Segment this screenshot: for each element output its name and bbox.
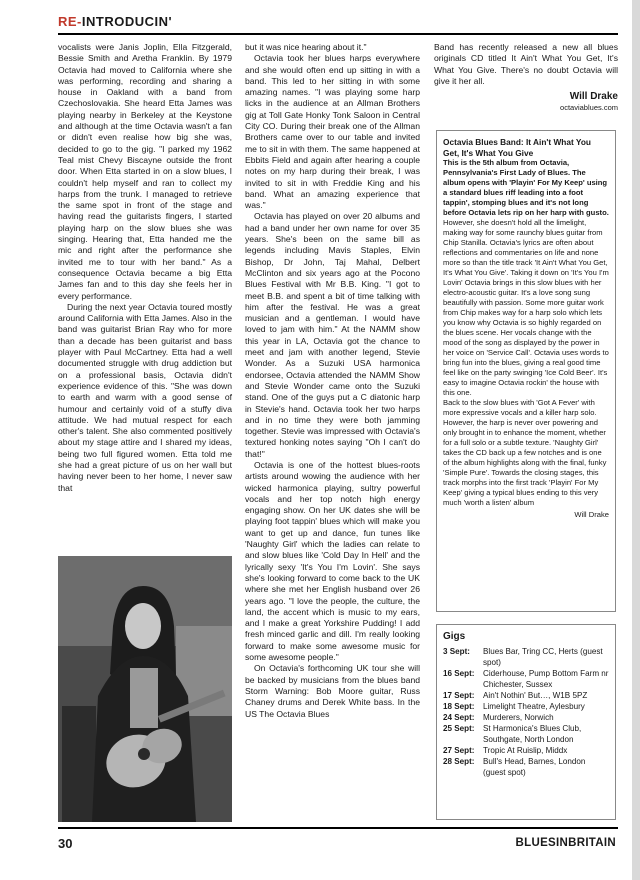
gig-date: 27 Sept: xyxy=(443,746,475,755)
gig-date: 16 Sept: xyxy=(443,669,475,678)
gig-venue: Ciderhouse, Pump Bottom Farm nr Chichester, Sussex xyxy=(483,669,609,689)
gig-venue: Ain't Nothin' But…, W1B 5PZ xyxy=(483,691,588,700)
gig-date: 17 Sept: xyxy=(443,691,475,700)
article-column-3 xyxy=(434,42,618,114)
article-column-1 xyxy=(58,42,232,494)
paragraph: During the next year Octavia toured mostly around California with Etta James. Also in the band was guitarist Brian Ray who for more than a decade has been guitarist and bass player with Paul McCartney. Etta had a well documented struggle with drug addiction but on a professional basis, Octavia didn't experience evidence of this. "She was down to earth and warm with a good sense of humour and certainly void of a stuffy diva attitude. We had mutual respect for each other's talent. She also commented positively about my stage attire and I shared my ideas, being two full figured women. Etta told me she had a great picture of us on her wall but having never been to her home, I never saw that xyxy=(58,301,232,493)
paragraph: On Octavia's forthcoming UK tour she will be backed by musicians from the blues band Storm Warning: Bob Moore guitar, Russ Chaney drums and Derek White bass. In the US The Octavia Blues xyxy=(245,663,420,719)
gig-date: 18 Sept: xyxy=(443,702,475,711)
author-signature: Will Drake xyxy=(569,91,618,103)
bottom-rule xyxy=(58,827,618,829)
page-number: 30 xyxy=(58,836,73,851)
paragraph: Band has recently released a new all blues originals CD titled It Ain't What You Get, It's What You Give. There's no doubt Octavia will give it her all. xyxy=(434,42,618,86)
review-paragraph: However, she doesn't hold all the limelight, making way for some raunchy blues guitar from Chip Stanilla. Octavia's lyrics are often about reflections and commentaries on life and none more so than the title track 'It Ain't What You Get, It's What You Give'. Taking it down on 'It's You I'm Lovin' Octavia brings in this slow blues with her electro-acoustic guitar. It's a love song sung beautifully with passion. Some more guitar work from Chip makes way for a harp solo which lets you know why Octavia is so highly regarded on the blues scene. Her vocals change with the mood of the song as displayed by the power in her voice on 'Service Call'. Octavia uses words to bring fun into the blues, giving a real good time feel like on the party swinging 'Ice Cold Beer'. It's easy to imagine Octavia rockin' the house with this one. xyxy=(443,218,609,397)
album-review-box xyxy=(436,130,616,612)
gig-date: 24 Sept: xyxy=(443,713,475,722)
gig-date: 25 Sept: xyxy=(443,724,475,733)
gig-venue: Blues Bar, Tring CC, Herts (guest spot) xyxy=(483,647,603,667)
review-author: Will Drake xyxy=(574,510,609,519)
gig-date: 28 Sept: xyxy=(443,757,475,766)
top-rule xyxy=(58,33,618,35)
gig-item xyxy=(443,756,609,778)
gig-venue: Limelight Theatre, Aylesbury xyxy=(483,702,585,711)
article-column-2 xyxy=(245,42,420,720)
gigs-title: Gigs xyxy=(443,631,466,642)
gig-date: 3 Sept: xyxy=(443,647,470,656)
page-spine xyxy=(632,0,640,880)
website-link[interactable]: octaviablues.com xyxy=(560,103,618,113)
magazine-masthead: BLUESINBRITAIN xyxy=(515,837,616,849)
review-paragraph: Back to the slow blues with 'Got A Fever' with more expressive vocals and a killer harp solo. However, the harp is never over powering and only brought in to enhance the moment, whether for a full solo or a subtle texture. 'Naughty Girl' takes the CD back up a few notches and is one of the album highlights along with the final, funky 'Simple Pure'. Towards the closing stages, this track morphs into the first track 'Playin' For My Keep' giving a typical blues ending to this very much 'worth a listen' album xyxy=(443,398,607,507)
gig-item xyxy=(443,723,609,745)
gig-item xyxy=(443,745,609,756)
paragraph: Octavia took her blues harps everywhere and she would often end up sitting in with a band. This led to her sitting in with some amazing names. "I was playing some harp licks in the audience at an Allman Brothers gig at Toll Gate Honky Tonk Saloon in Central City CO. During their break one of the Allman Brothers came over to our table and invited me to sit in with them. The same happened at Ebbits Field and again after hearing a couple notes on my harp during their break, I was invited to sit in with Freddie King and his band. What an amazing experience that was." xyxy=(245,53,420,211)
review-lead: This is the 5th album from Octavia, Pennsylvania's First Lady of Blues. The album opens with 'Playin' For My Keep' using a standard blues riff leading into a foot tappin', stomping blues and it's not long before Octavia lets rip on her harp with gusto. xyxy=(443,158,609,217)
gig-item xyxy=(443,712,609,723)
section-label xyxy=(58,14,172,29)
paragraph: vocalists were Janis Joplin, Ella Fitzgerald, Bessie Smith and Aretha Franklin. By 1979 Octavia had moved to California where she was performing, recording and sharing a house in Oakland with a band from Czechoslovakia. She heard Etta James was playing nearby in Berkeley at the Keystone and although at the time Octavia wasn't a fan or didn't even realise how big she was, decided to go to the gig. "I parked my 1962 Teal mist Chevy Biscayne outside the front door. When Etta started in on a slow blues, I couldn't help myself and ran to collect my harps from the trunk. I managed to retrieve the same spot in front of the stage and having read the guitarists fingers, I started playing harp on the slow blues she was singing. Hearing that, Etta handed me the mic and right after the performance she invited me to tour with her band." As a consequence Octavia became a big Etta James fan and to this day she feels her in every performance. xyxy=(58,42,232,301)
gig-item xyxy=(443,701,609,712)
gig-item xyxy=(443,646,609,668)
paragraph: Octavia is one of the hottest blues-roots artists around wowing the audience with her wicked harmonica playing, sultry powerful vocals and her top notch high energy engaging show. On her UK dates she will be playing foot tappin' blues which will make you want to get up and dance, fun tunes like 'Naughty Girl' which the ladies can relate to and slow blues like 'Cold Day In Hell' and the lyrically sexy 'It's You I'm Lovin'. She says she's looking forward to come back to the UK where she met her English husband over 26 years ago. "I love the people, the culture, the land, the accent which is music to my ears, and I make a great Yorkshire Pudding! I add fresh minced garlic and dill. I'm really looking forward to make some awesome music for some awesome people." xyxy=(245,459,420,663)
gig-venue: St Harmonica's Blues Club, Southgate, North London xyxy=(483,724,582,744)
gigs-box xyxy=(436,624,616,820)
section-title: INTRODUCIN' xyxy=(81,14,173,29)
review-title: Octavia Blues Band: It Ain't What You Get, It's What You Give xyxy=(443,137,591,158)
paragraph: Octavia has played on over 20 albums and had a band under her own name for over 35 years. She's been on the same bill as legends including Mavis Staples, Elvin Bishop, Dr John, Taj Mahal, Delbert McClinton and six years ago at the Pocono Blues Festival with Mr B.B. King. "I got to meet B.B. and spent a bit of time talking with him after the festival. He was a great musician and a gentleman. I would have loved to jam with him." At the NAMM show this year in LA, Octavia got the chance to meet and jam with another legend, Stevie Wonder. As a Suzuki USA harmonica endorsee, Octavia attended the NAMM Show and Stevie Wonder came onto the Suzuki stand. One of the guys put a C diatonic harp in Stevie's hand. Octavia took her two harps and in no time they were both jamming together. Stevie was impressed with Octavia's textured honking notes saying "Oh I can't do that!" xyxy=(245,211,420,459)
performer-photo xyxy=(58,556,232,822)
section-prefix: RE- xyxy=(58,14,82,29)
paragraph: but it was nice hearing about it." xyxy=(245,42,367,52)
gig-venue: Tropic At Ruislip, Middx xyxy=(483,746,568,755)
gig-item xyxy=(443,690,609,701)
gig-venue: Murderers, Norwich xyxy=(483,713,554,722)
gig-item xyxy=(443,668,609,690)
gig-venue: Bull's Head, Barnes, London (guest spot) xyxy=(483,757,586,777)
